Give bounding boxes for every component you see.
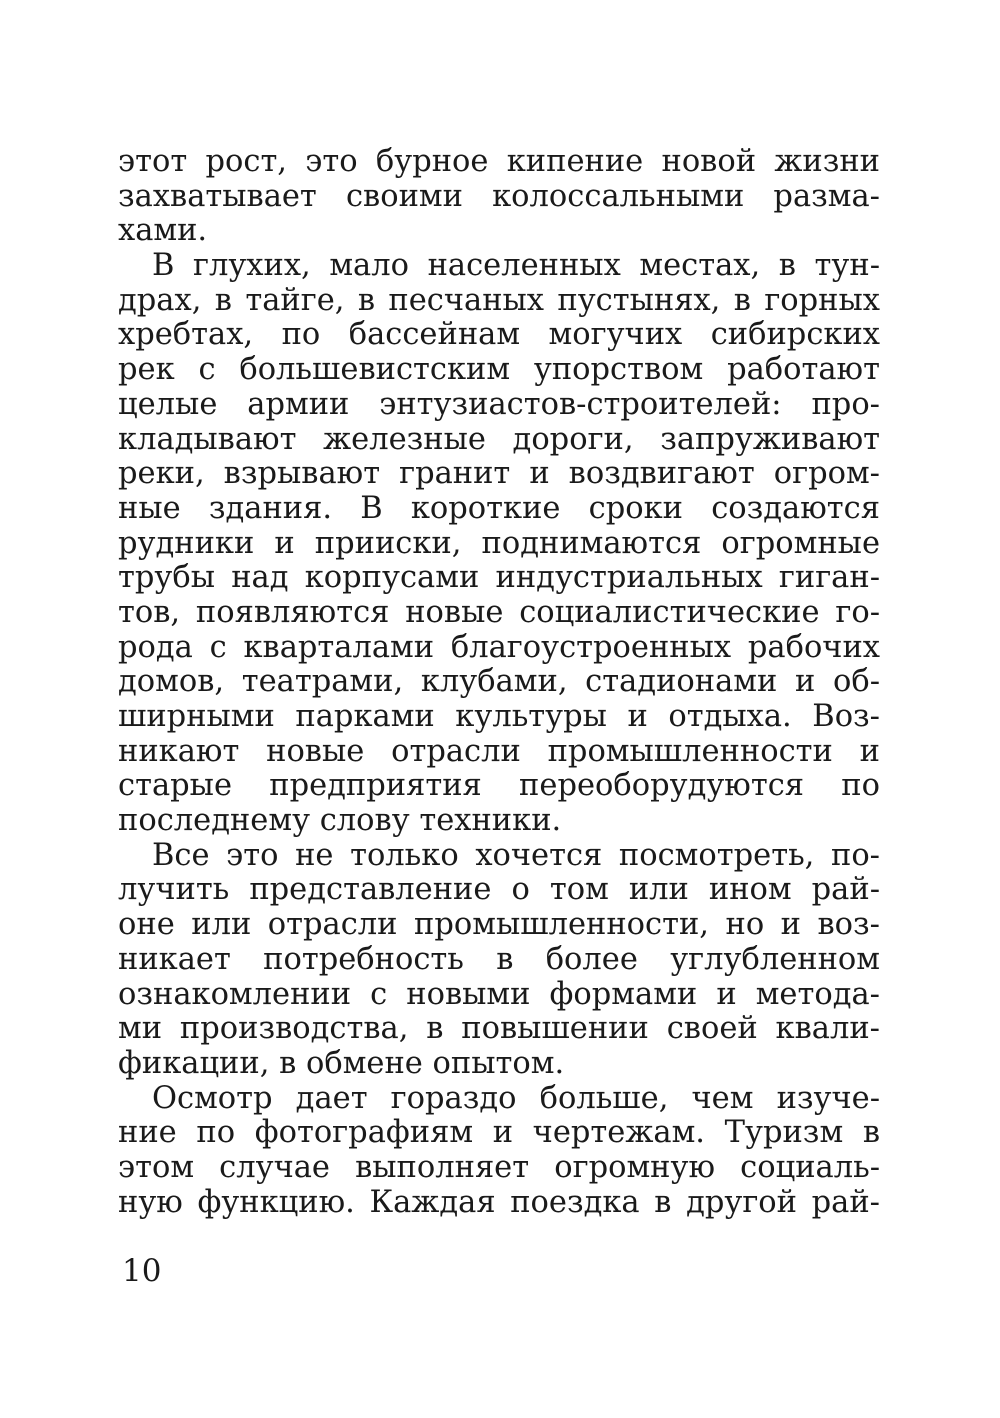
text-line: трубы над корпусами индустриальных гиган-	[118, 561, 880, 596]
text-line: драх, в тайге, в песчаных пустынях, в горных	[118, 283, 880, 318]
text-line: целые армии энтузиастов-строителей: про-	[118, 387, 880, 422]
text-line: никает потребность в более углубленном	[118, 942, 880, 977]
text-line: хами.	[118, 214, 208, 249]
text-line: этом случае выполняет огромную социаль-	[118, 1150, 880, 1185]
body-text	[118, 145, 880, 1220]
text-line: захватывает своими колоссальными разма-	[118, 179, 880, 214]
text-line: никают новые отрасли промышленности и	[118, 734, 880, 769]
text-line: ознакомлении с новыми формами и метода-	[118, 977, 880, 1012]
text-line: ширными парками культуры и отдыха. Воз-	[118, 700, 880, 734]
text-line: оне или отрасли промышленности, но и воз-	[118, 908, 880, 943]
text-line: ми производства, в повышении своей квали-	[118, 1012, 880, 1047]
page-number: 10	[122, 1253, 162, 1289]
text-line: домов, театрами, клубами, стадионами и об-	[118, 665, 880, 700]
text-line: старые предприятия переоборудуются по	[118, 769, 880, 804]
text-line: Все это не только хочется посмотреть, по-	[152, 838, 880, 873]
text-line: фикации, в обмене опытом.	[118, 1046, 565, 1081]
text-line: рек с большевистским упорством работают	[118, 353, 880, 388]
text-line: рудники и прииски, поднимаются огромные	[118, 526, 880, 561]
text-line: хребтах, по бассейнам могучих сибирских	[118, 318, 880, 353]
text-line: ние по фотографиям и чертежам. Туризм в	[118, 1116, 880, 1151]
text-line: кладывают железные дороги, запруживают	[118, 422, 880, 457]
text-line: реки, взрывают гранит и воздвигают огром-	[118, 457, 880, 492]
text-line: рода с кварталами благоустроенных рабочих	[118, 630, 880, 665]
text-line: тов, появляются новые социалистические го-	[118, 595, 880, 630]
text-line: лучить представление о том или ином рай-	[118, 873, 880, 908]
text-line: последнему слову техники.	[118, 804, 562, 839]
text-line: этот рост, это бурное кипение новой жизни	[118, 145, 880, 179]
text-line: Осмотр дает гораздо больше, чем изуче-	[152, 1081, 880, 1116]
text-line: ную функцию. Каждая поездка в другой рай-	[118, 1185, 880, 1220]
text-line: В глухих, мало населенных местах, в тун-	[152, 249, 880, 284]
text-line: ные здания. В короткие сроки создаются	[118, 491, 880, 526]
